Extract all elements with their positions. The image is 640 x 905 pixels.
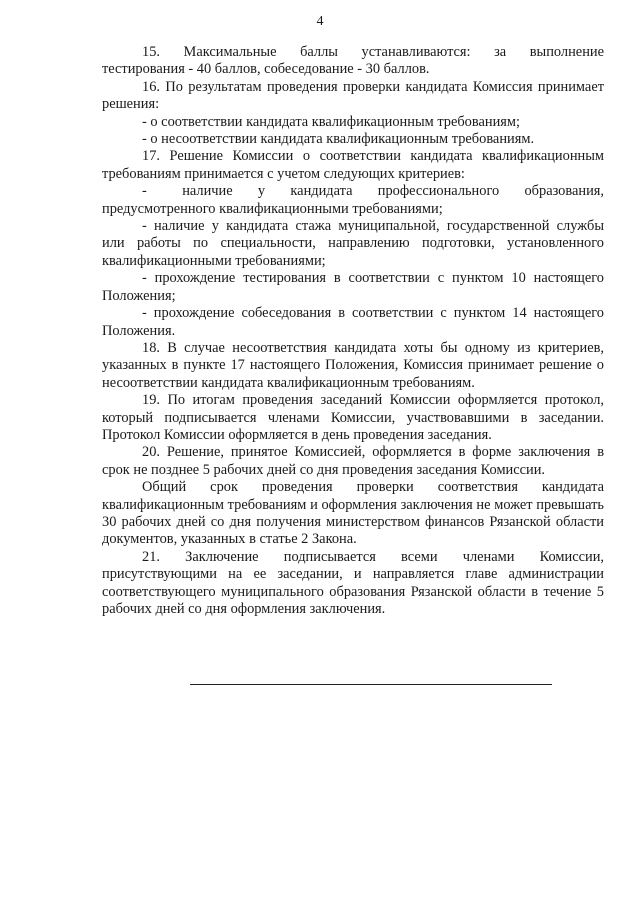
paragraph-17: 17. Решение Комиссии о соответствии кандидата квалификационным требованиям принимается с учетом следующих критериев: (102, 148, 604, 182)
document-body (102, 44, 604, 618)
paragraph-15: 15. Максимальные баллы устанавливаются: за выполнение тестирования - 40 баллов, собеседование - 30 баллов. (102, 44, 604, 78)
paragraph-total-term: Общий срок проведения проверки соответствия кандидата квалификационным требованиям и оформления заключения не может превышать 30 рабочих дней со дня получения министерством финансов Рязанской области документов, указанных в статье 2 Закона. (102, 479, 604, 548)
paragraph-19: 19. По итогам проведения заседаний Комиссии оформляется протокол, который подписывается членами Комиссии, участвовавшими в заседании. Протокол Комиссии оформляется в день проведения заседания. (102, 392, 604, 443)
paragraph-18: 18. В случае несоответствия кандидата хоты бы одному из критериев, указанных в пункте 17 настоящего Положения, Комиссия принимает решение о несоответствии кандидата квалификационным требованиям. (102, 339, 604, 391)
page-number: 4 (316, 14, 324, 29)
criterion-education: - наличие у кандидата профессионального образования, предусмотренного квалификационными требованиями; (102, 183, 604, 217)
list-item-nonconformity: - о несоответствии кандидата квалификационным требованиям. (142, 131, 535, 148)
criterion-testing: - прохождение тестирования в соответствии с пунктом 10 настоящего Положения; (102, 270, 604, 304)
end-separator-line (190, 684, 552, 685)
list-item-conformity: - о соответствии кандидата квалификационным требованиям; (142, 113, 520, 130)
criterion-interview: - прохождение собеседования в соответствии с пунктом 14 настоящего Положения. (102, 305, 604, 339)
paragraph-16: 16. По результатам проведения проверки кандидата Комиссия принимает решения: (102, 78, 604, 113)
paragraph-21: 21. Заключение подписывается всеми членами Комиссии, присутствующими на ее заседании, и направляется главе администрации соответствующего муниципального образования Рязанской области в течение 5 рабочих дней со дня оформления заключения. (102, 548, 604, 617)
criterion-experience: - наличие у кандидата стажа муниципальной, государственной службы или работы по специальности, направлению подготовки, установленного квалификационными требованиями; (102, 218, 604, 269)
paragraph-20: 20. Решение, принятое Комиссией, оформляется в форме заключения в срок не позднее 5 рабочих дней со дня проведения заседания Комиссии. (102, 444, 604, 478)
